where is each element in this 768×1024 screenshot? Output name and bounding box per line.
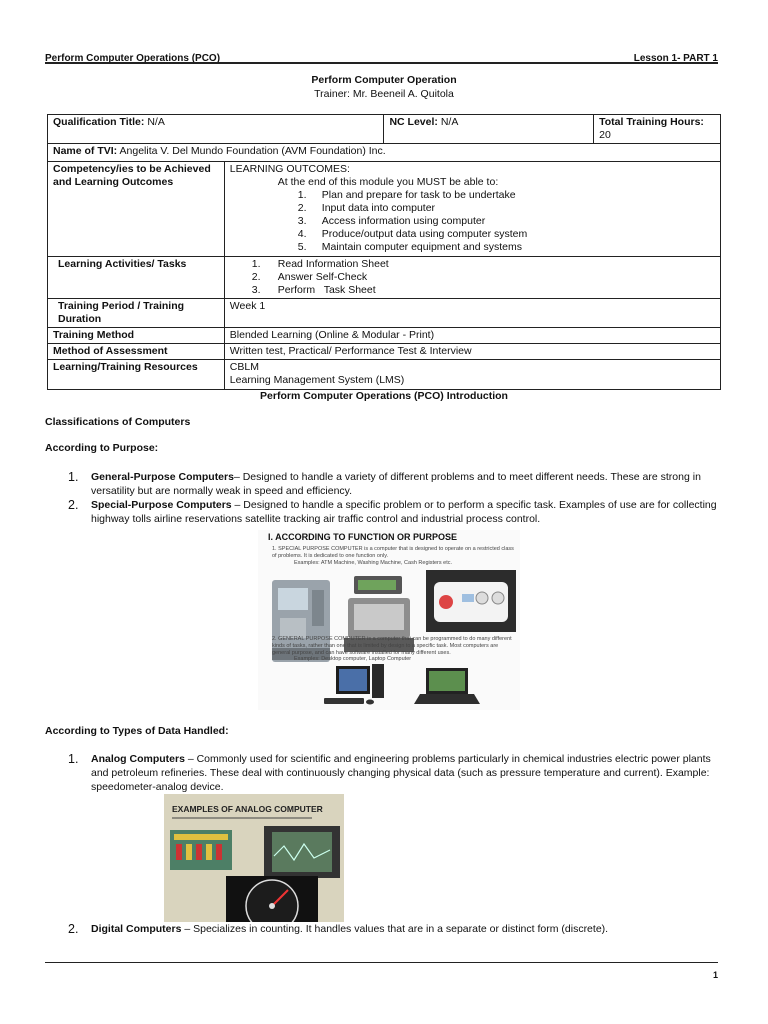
purpose-heading: According to Purpose: xyxy=(45,442,159,454)
qualification-cell: Qualification Title: N/A xyxy=(48,115,384,144)
activities-cell xyxy=(224,257,720,299)
speedometer-icon xyxy=(226,876,318,922)
outcomes-list xyxy=(230,189,715,254)
list-item: 4. Produce/output data using computer system xyxy=(297,228,528,240)
section-title: Perform Computer Operations (PCO) Introduction xyxy=(260,390,508,402)
assessment-label: Method of Assessment xyxy=(48,344,225,360)
training-hours-cell: Total Training Hours: 20 xyxy=(594,115,721,144)
figure-title: I. ACCORDING TO FUNCTION OR PURPOSE xyxy=(268,532,458,542)
list-item: 3. Access information using computer xyxy=(297,215,486,227)
list-item: 3. Perform Task Sheet xyxy=(251,284,376,296)
analog-computer-examples-image xyxy=(164,794,344,922)
training-period-label: Training Period / Training Duration xyxy=(48,299,225,328)
figure-title: EXAMPLES OF ANALOG COMPUTER xyxy=(172,804,323,814)
footer-rule xyxy=(45,962,718,963)
training-method-label: Training Method xyxy=(48,328,225,344)
tvi-cell: Name of TVI: Angelita V. Del Mundo Foundation (AVM Foundation) Inc. xyxy=(48,144,721,162)
outcomes-heading: LEARNING OUTCOMES: xyxy=(229,163,350,175)
figure-text: Examples: Desktop computer, Laptop Computer xyxy=(294,656,412,662)
page-number: 1 xyxy=(712,970,718,980)
analog-computer-figure xyxy=(164,794,344,922)
page-header xyxy=(45,44,718,64)
desktop-computer-icon xyxy=(324,664,384,705)
list-item: 2. Digital Computers – Specializes in counting. It handles values that are in a separate or distinct form (discrete). xyxy=(68,922,609,936)
list-item: 2. Special-Purpose Computers – Designed to handle a specific problem or to perform a specific task. Examples of use are for collecting highway tolls airline reservations satellite tracking air traffic control and industrial process control. xyxy=(68,498,717,525)
data-types-heading: According to Types of Data Handled: xyxy=(45,725,229,737)
training-period-value: Week 1 xyxy=(224,299,720,328)
training-method-value: Blended Learning (Online & Modular - Print) xyxy=(224,328,720,344)
list-item: 1. Plan and prepare for task to be undertake xyxy=(297,189,516,201)
outcomes-intro: At the end of this module you MUST be able to: xyxy=(277,176,499,188)
competency-label: Competency/ies to be Achieved and Learning Outcomes xyxy=(48,162,225,257)
header-lesson: Lesson 1- PART 1 xyxy=(633,53,718,64)
resources-label: Learning/Training Resources xyxy=(48,360,225,390)
figure-text: 1. SPECIAL PURPOSE COMPUTER is a computer that is designed to operate on a restricted class of problems. It is dedicated to one function only. xyxy=(272,546,514,559)
activities-label: Learning Activities/ Tasks xyxy=(48,257,225,299)
nc-level-cell: NC Level: N/A xyxy=(384,115,594,144)
washing-machine-icon xyxy=(426,570,516,632)
figure-text: Examples: ATM Machine, Washing Machine, Cash Registers etc. xyxy=(294,560,453,566)
learning-outcomes-cell xyxy=(224,162,720,257)
list-item: 5. Maintain computer equipment and systems xyxy=(297,241,522,253)
figure-text: 2. GENERAL PURPOSE COMPUTER is a computer that can be programmed to do many different kinds of tasks, rather than one that is limited by design to a specific task. Most computers are general purpose, and can have software installed for many different uses. xyxy=(272,636,512,656)
purpose-figure xyxy=(258,530,520,710)
course-info-table xyxy=(47,114,721,390)
trainer-line: Trainer: Mr. Beeneil A. Quitola xyxy=(314,88,454,100)
classifications-heading: Classifications of Computers xyxy=(45,416,191,428)
laptop-computer-icon xyxy=(414,668,480,704)
activities-list xyxy=(230,258,715,297)
document-title: Perform Computer Operation xyxy=(311,74,457,86)
list-item: 1. Analog Computers – Commonly used for scientific and engineering problems particularly in chemical industries electric power plants and petroleum refineries. These deal with continuously changing physical data (such as pressure temperature and current). Example: speedometer-analog device. xyxy=(68,752,711,793)
list-item: 2. Answer Self-Check xyxy=(251,271,368,283)
list-item: 1. Read Information Sheet xyxy=(251,258,389,270)
oscilloscope-icon xyxy=(264,826,340,878)
resources-cell: CBLM Learning Management System (LMS) xyxy=(224,360,720,390)
general-purpose-examples-image xyxy=(258,662,520,710)
assessment-value: Written test, Practical/ Performance Test & Interview xyxy=(224,344,720,360)
header-rule xyxy=(45,62,718,64)
header-title: Perform Computer Operations (PCO) xyxy=(45,53,221,64)
list-item: 1. General-Purpose Computers– Designed to handle a variety of different problems and to meet different needs. These are strong in versatility but are normally weak in speed and efficiency. xyxy=(68,470,701,497)
list-item: 2. Input data into computer xyxy=(297,202,436,214)
analog-board-icon xyxy=(170,830,232,870)
